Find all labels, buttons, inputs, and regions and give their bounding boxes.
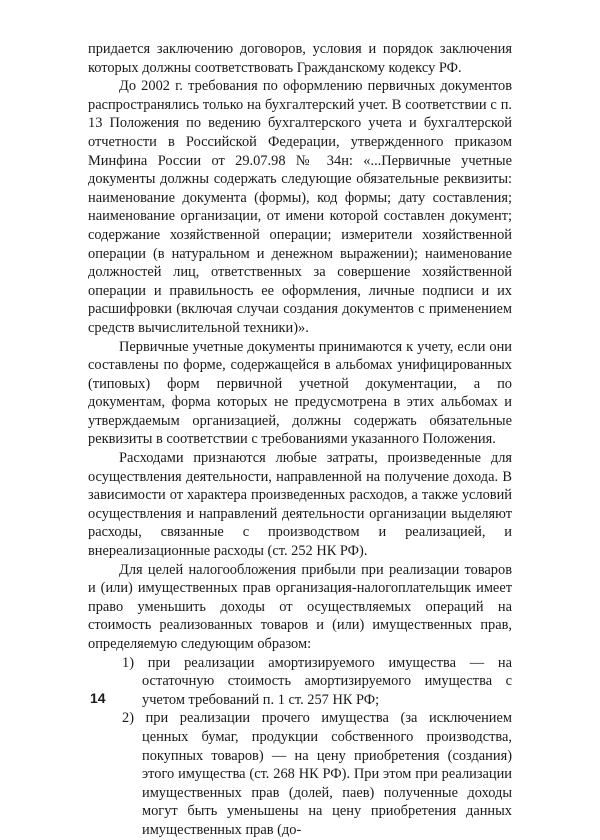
paragraph-expenses-definition: Расходами признаются любые затраты, произведенные для осуществления деятельности, направленной на получение дохода. В зависимости от характера произведенных расходов, а также условий осуществления и направлений деятельности организации выделяют расходы, связанные с производством и реализацией, и внереализационные расходы (ст. 252 НК РФ). [88, 450, 512, 560]
list-item-other-property: 2) при реализации прочего имущества (за исключением ценных бумаг, продукции собственного производства, покупных товаров) — на цену приобретения (создания) этого имущества (ст. 268 НК РФ). При этом при реализации имущественных прав (долей, паев) полученные доходы могут быть уменьшены на цену приобретения данных имущественных прав (до- [122, 710, 512, 838]
paragraph-primary-documents-requirements: До 2002 г. требования по оформлению первичных документов распространялись только на бухгалтерский учет. В соответствии с п. 13 Положения по ведению бухгалтерского учета и бухгалтерской отчетности в Российской Федерации, утвержденного приказом Минфина России от 29.07.98 № 34н: «...Первичные учетные документы должны содержать следующие обязательные реквизиты: наименование документа (формы), код формы; дату составления; наименование организации, от имени которой составлен документ; содержание хозяйственной операции; измерители хозяйственной операции (в натуральном и денежном выражении); наименование должностей лиц, ответственных за совершение хозяйственной операции и правильность ее оформления, личные подписи и их расшифровки (включая случаи создания документов с применением средств вычислительной техники)». [88, 78, 512, 336]
paragraph-continuation: придается заключению договоров, условия и порядок заключения которых должны соответствовать Гражданскому кодексу РФ. [88, 41, 512, 76]
page-number: 14 [90, 690, 106, 706]
body-text [88, 40, 512, 840]
paragraph-unified-forms: Первичные учетные документы принимаются к учету, если они составлены по форме, содержащейся в альбомах унифицированных (типовых) форм первичной учетной документации, а по документам, форма которых не предусмотрена в этих альбомах и утверждаемым организацией, должны содержать обязательные реквизиты в соответствии с требованиями указанного Положения. [88, 338, 512, 448]
paragraph-tax-purposes: Для целей налогообложения прибыли при реализации товаров и (или) имущественных прав организация-налогоплательщик имеет право уменьшить доходы от осуществляемых операций на стоимость реализованных товаров и (или) имущественных прав, определяемую следующим образом: [88, 561, 512, 652]
list-item-depreciable-property: 1) при реализации амортизируемого имущества — на остаточную стоимость амортизируемого имущества с учетом требований п. 1 ст. 257 НК РФ; [122, 654, 512, 708]
